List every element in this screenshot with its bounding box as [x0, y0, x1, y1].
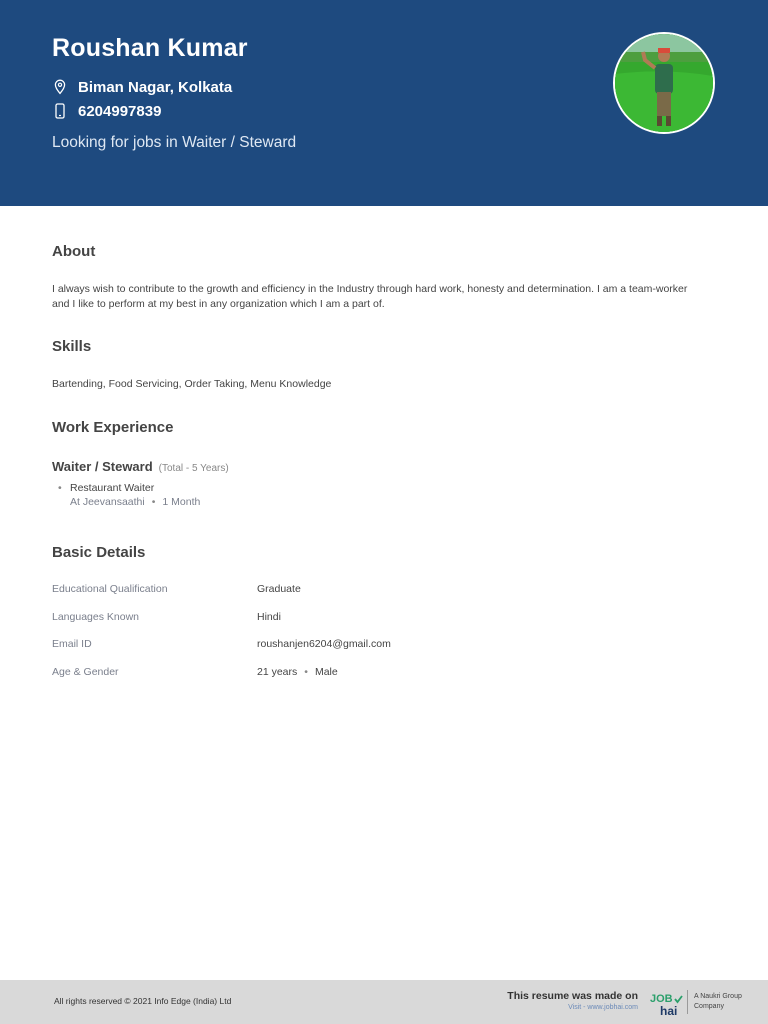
naukri-line-1: A Naukri Group — [694, 993, 742, 1000]
bullet: • — [58, 482, 62, 494]
naukri-group-text — [694, 992, 742, 1012]
location-row — [52, 78, 232, 96]
list-item — [58, 482, 154, 494]
logo-divider — [687, 990, 688, 1014]
location-text: Biman Nagar, Kolkata — [78, 78, 233, 96]
separator-dot: • — [304, 666, 308, 678]
detail-label-languages: Languages Known — [52, 611, 139, 623]
phone-row — [52, 102, 161, 120]
mobile-phone-icon — [52, 102, 68, 120]
gender-text: Male — [314, 666, 338, 678]
job-role — [52, 459, 229, 474]
jobhai-logo[interactable] — [648, 989, 688, 1017]
basic-details-title: Basic Details — [52, 544, 146, 561]
detail-value-education — [257, 583, 301, 595]
age-text: 21 years — [257, 666, 298, 678]
detail-label-age-gender: Age & Gender — [52, 666, 119, 678]
skills-title: Skills — [52, 338, 92, 355]
detail-label-education: Educational Qualification — [52, 583, 168, 595]
experience-meta — [70, 496, 200, 508]
logo-text-hai: hai — [660, 1004, 678, 1017]
job-preference: Looking for jobs in Waiter / Steward — [52, 134, 297, 151]
skills-text: Bartending, Food Servicing, Order Taking, Menu Knowledge — [52, 378, 332, 390]
detail-value-email — [257, 638, 391, 650]
experience-company: At Jeevansaathi — [70, 496, 145, 508]
detail-value-age-gender — [257, 666, 338, 678]
naukri-line-2: Company — [694, 1003, 724, 1010]
footer — [0, 980, 768, 1024]
detail-value-languages — [257, 611, 281, 623]
avatar — [613, 32, 715, 134]
detail-value-text: Hindi — [257, 611, 281, 623]
phone-text[interactable]: 6204997839 — [78, 102, 162, 120]
about-title: About — [52, 243, 96, 260]
detail-value-text: Graduate — [257, 583, 301, 595]
email-link[interactable]: roushanjen6204@gmail.com — [257, 638, 391, 650]
made-on-text: This resume was made on — [507, 990, 638, 1002]
candidate-name: Roushan Kumar — [52, 34, 248, 62]
logo-text-job: JOB — [650, 993, 673, 1005]
location-pin-icon — [52, 78, 68, 96]
work-experience-title: Work Experience — [52, 419, 174, 436]
experience-duration: 1 Month — [162, 496, 201, 508]
visit-link[interactable]: Visit - www.jobhai.com — [568, 1004, 638, 1011]
job-total-experience: (Total - 5 Years) — [158, 463, 229, 474]
experience-position: Restaurant Waiter — [70, 482, 155, 494]
about-text: I always wish to contribute to the growth and efficiency in the Industry through hard work, honesty and determination. I am a team-worker and I like to perform at my best in any organization which I am a part of. — [52, 283, 688, 310]
job-role-name: Waiter / Steward — [52, 459, 153, 474]
detail-label-email: Email ID — [52, 638, 92, 650]
copyright-text: All rights reserved © 2021 Info Edge (India) Ltd — [54, 996, 232, 1006]
profile-header — [0, 0, 768, 206]
separator-dot: • — [151, 496, 156, 508]
